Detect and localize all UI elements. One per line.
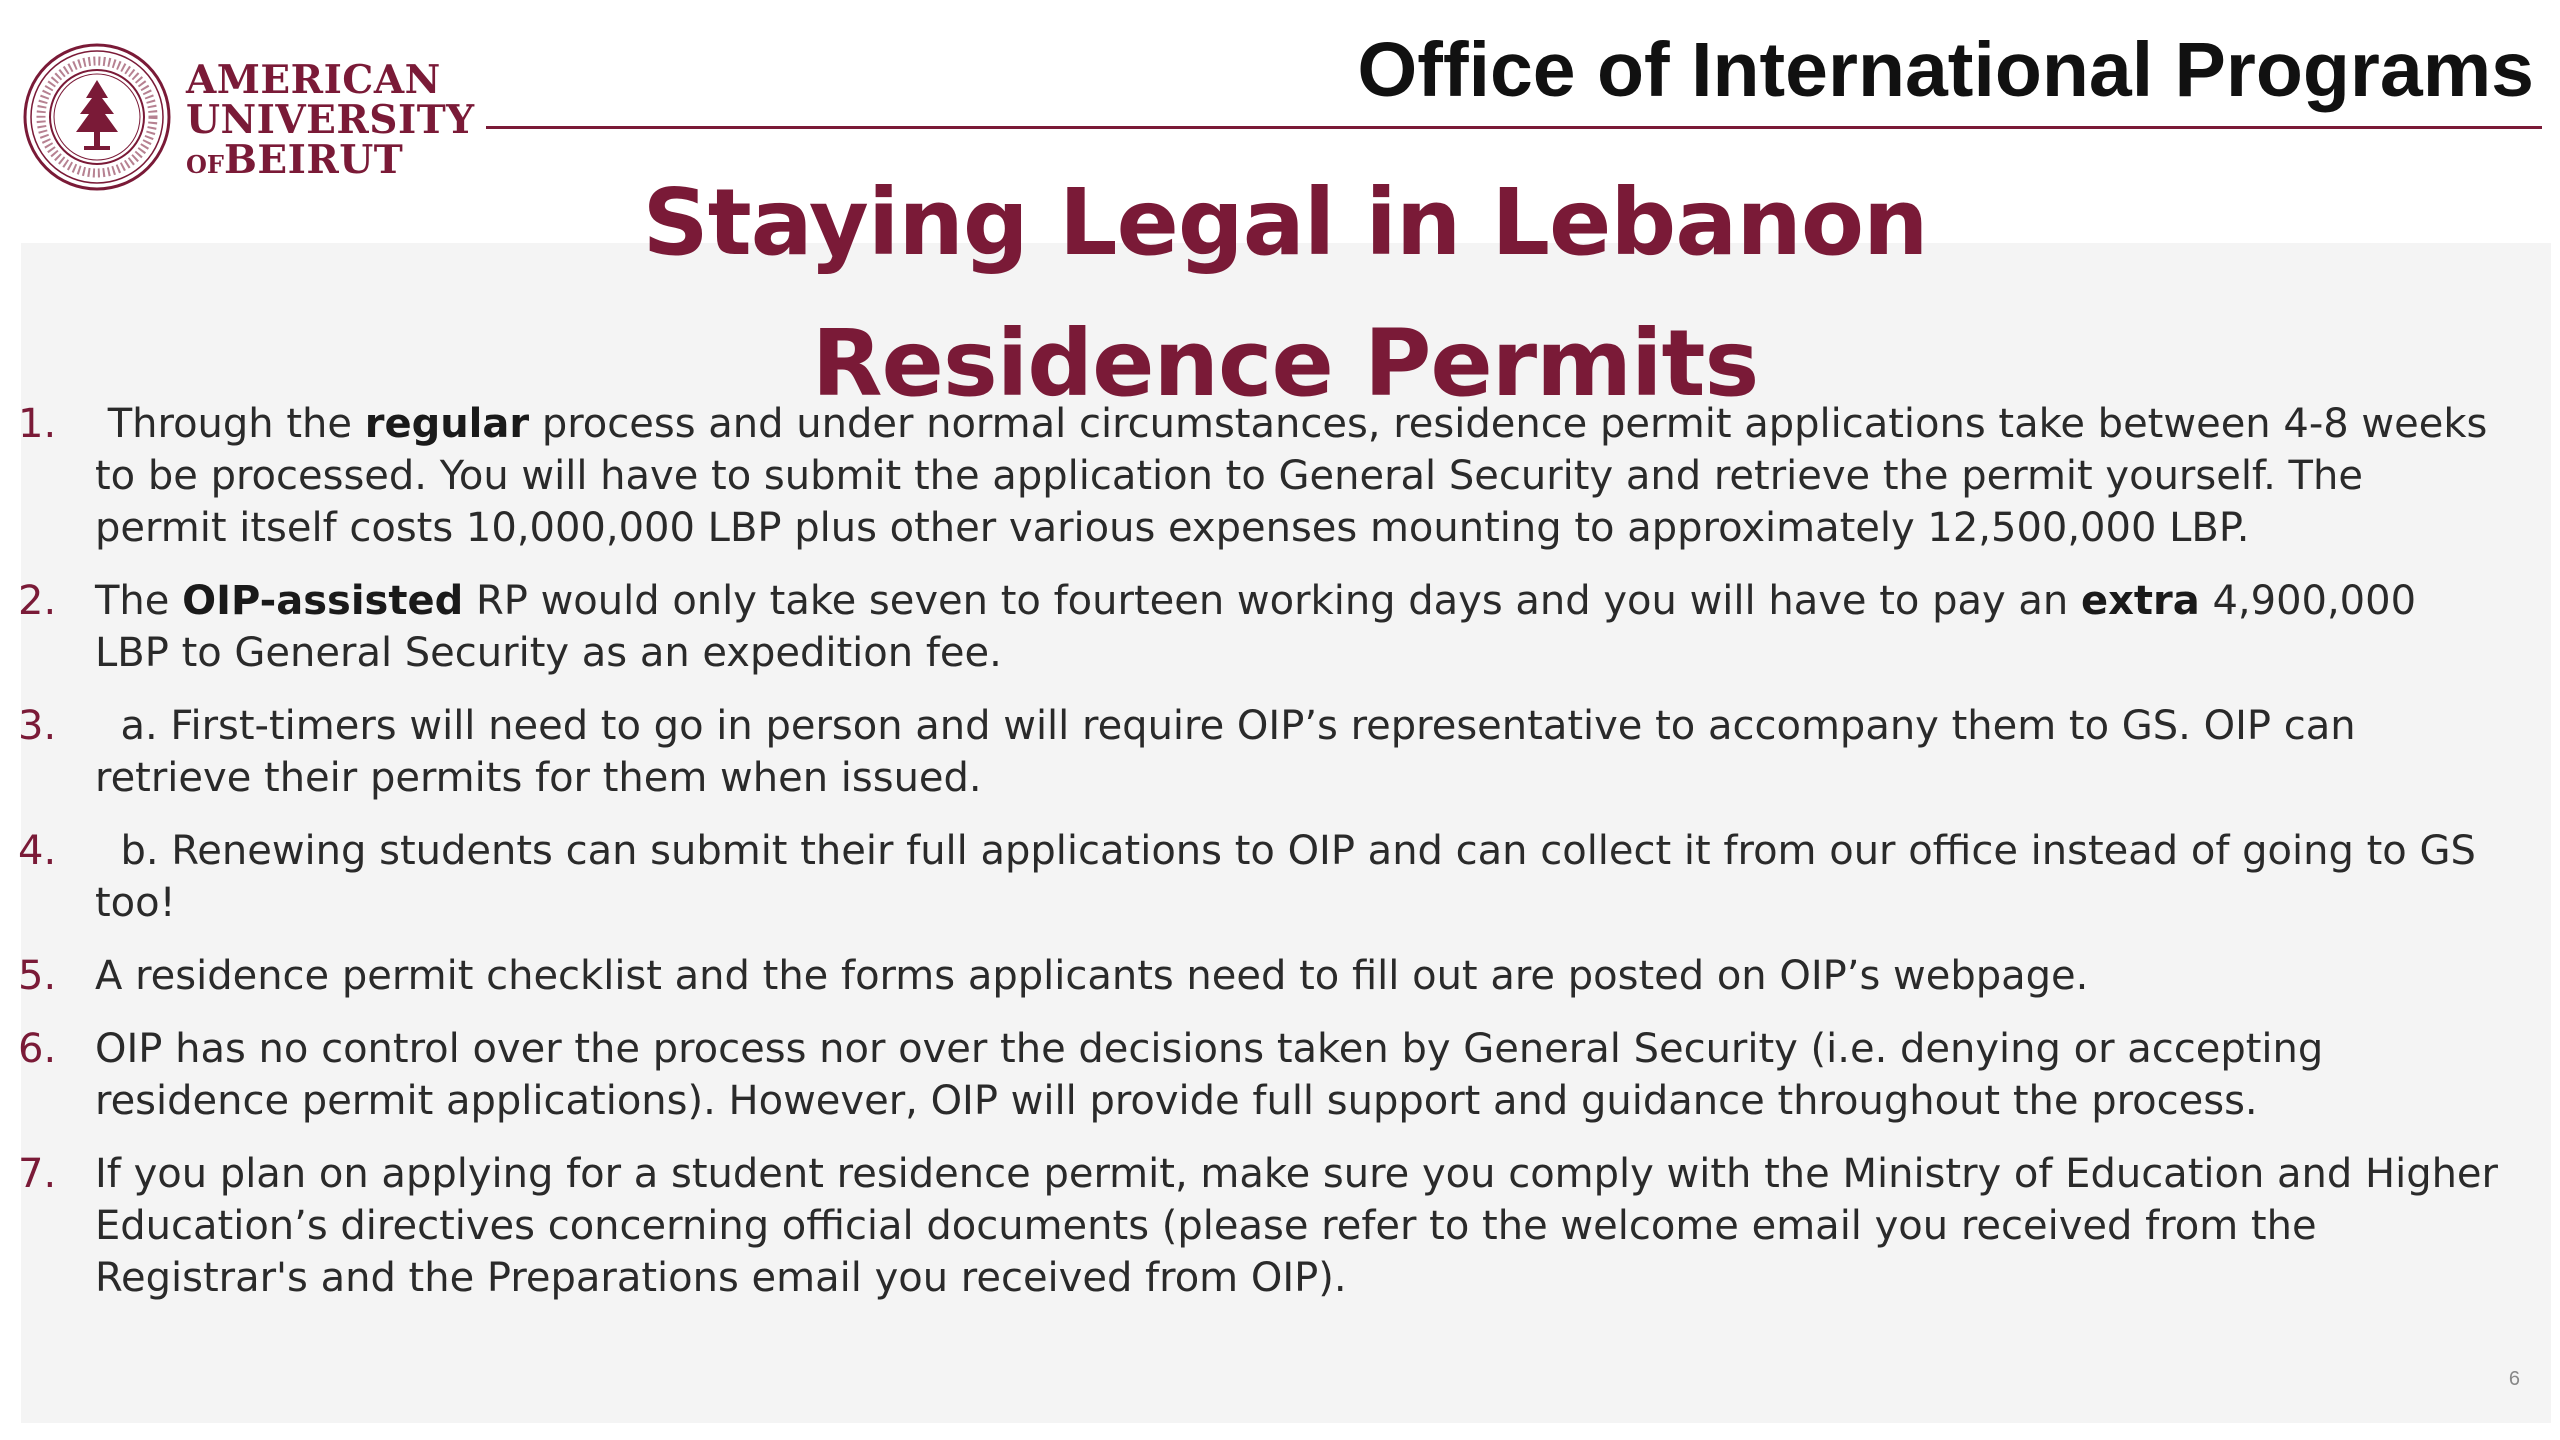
- page-title: [0, 152, 2560, 434]
- list-item-text: [95, 401, 2500, 551]
- text-segment: 4,900,000 LBP to General Security as an expedition fee.: [95, 578, 2429, 676]
- permit-info-list: [0, 398, 2560, 1325]
- list-item: [0, 700, 2560, 804]
- page-number: 6: [2508, 1368, 2520, 1390]
- list-item-number: 3.: [18, 703, 57, 749]
- text-segment: a. First-timers will need to go in person and will require OIP’s representative to accompany them to GS. OIP can retrieve their permits for them when issued.: [95, 703, 2369, 801]
- header-divider: [486, 126, 2542, 129]
- text-segment: A residence permit checklist and the forms applicants need to fill out are posted on OIP’s webpage.: [95, 953, 2089, 999]
- logo-line-american: AMERICAN: [186, 57, 441, 103]
- list-item-text: [95, 703, 2368, 801]
- list-item-text: [95, 1151, 2511, 1301]
- list-item-text: [95, 828, 2489, 926]
- list-item-number: 1.: [18, 401, 57, 447]
- text-segment: RP would only take seven to fourteen working days and you will have to pay an: [463, 578, 2081, 624]
- text-segment: b. Renewing students can submit their full applications to OIP and can collect it from our office instead of going to GS too!: [95, 828, 2489, 926]
- logo-beirut: BEIRUT: [223, 137, 404, 183]
- text-segment: If you plan on applying for a student residence permit, make sure you comply with the Ministry of Education and Higher Education’s directives concerning official documents (please refer to the welcome email you received from the Registrar's and the Preparations email you received from OIP).: [95, 1151, 2511, 1301]
- text-segment: The: [95, 578, 183, 624]
- text-segment: OIP has no control over the process nor over the decisions taken by General Security (i.e. denying or accepting residence permit applications). However, OIP will provide full support and guidance throughout the process.: [95, 1026, 2336, 1124]
- list-item-number: 6.: [18, 1026, 57, 1072]
- list-item: [0, 950, 2560, 1002]
- list-item: [0, 398, 2560, 554]
- list-item: [0, 825, 2560, 929]
- title-line-1: Staying Legal in Lebanon: [642, 169, 1928, 276]
- list-item-text: [95, 953, 2088, 999]
- list-item: [0, 575, 2560, 679]
- emphasis-text: extra: [2080, 578, 2200, 624]
- list-item-text: [95, 578, 2429, 676]
- text-segment: Through the: [95, 401, 365, 447]
- logo-of: OF: [186, 150, 224, 179]
- emphasis-text: regular: [364, 401, 530, 447]
- list-item-number: 4.: [18, 828, 57, 874]
- office-title: Office of International Programs: [1357, 27, 2534, 113]
- list-item-number: 2.: [18, 578, 57, 624]
- list-item-text: [95, 1026, 2336, 1124]
- logo-line-university: UNIVERSITY: [186, 97, 475, 143]
- list-item-number: 7.: [18, 1151, 57, 1197]
- text-segment: process and under normal circumstances, residence permit applications take between 4-8 weeks to be processed. You will have to submit the application to General Security and retrieve the permit yourself. The permit itself costs 10,000,000 LBP plus other various expenses mounting to approximately 12,500,000 LBP.: [95, 401, 2501, 551]
- list-item: [0, 1148, 2560, 1304]
- title-line-2: Residence Permits: [811, 310, 1759, 417]
- list-item: [0, 1023, 2560, 1127]
- list-item-number: 5.: [18, 953, 57, 999]
- emphasis-text: OIP-assisted: [182, 578, 464, 624]
